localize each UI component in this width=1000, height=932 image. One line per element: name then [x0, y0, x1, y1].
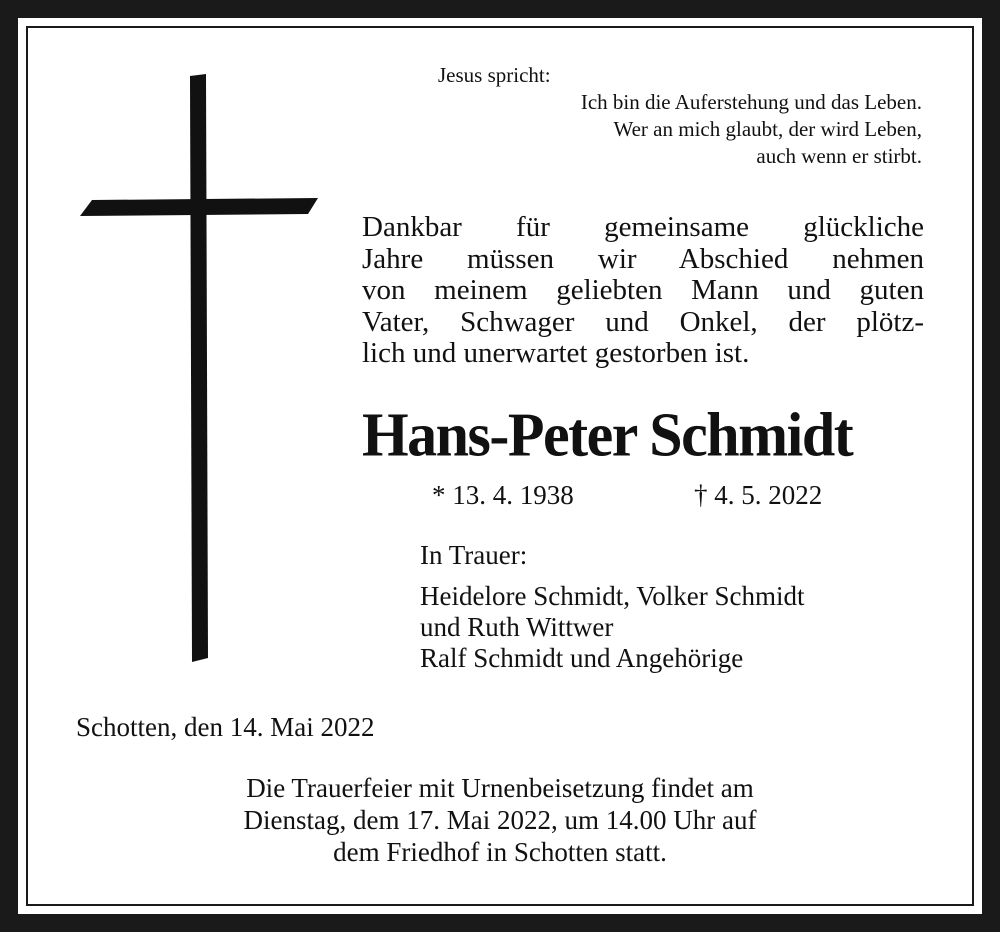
- cross-vertical-beam: [190, 74, 208, 662]
- funeral-line: dem Friedhof in Schotten statt.: [333, 837, 667, 867]
- funeral-line: Dienstag, dem 17. Mai 2022, um 14.00 Uhr auf: [243, 805, 757, 835]
- quote-line: Wer an mich glaubt, der wird Leben,: [613, 117, 922, 141]
- announcement-line: Vater, Schwager und Onkel, der plötz-: [362, 305, 924, 338]
- funeral-line: Die Trauerfeier mit Urnenbeisetzung findet am: [246, 773, 754, 803]
- place-and-date: Schotten, den 14. Mai 2022: [76, 712, 375, 742]
- mourner-line: Ralf Schmidt und Angehörige: [420, 643, 744, 673]
- mourner-line: Heidelore Schmidt, Volker Schmidt: [420, 581, 805, 611]
- cross-horizontal-beam: [80, 198, 318, 216]
- announcement-line: von meinem geliebten Mann und guten: [362, 274, 924, 306]
- announcement-text: [362, 212, 924, 370]
- death-date: † 4. 5. 2022: [694, 480, 823, 510]
- quote-line: Ich bin die Auferstehung und das Leben.: [580, 90, 922, 114]
- cross-icon: [80, 74, 320, 664]
- bible-quote: [362, 62, 922, 170]
- mourner-line: und Ruth Wittwer: [420, 612, 614, 642]
- mourners-label: In Trauer:: [420, 540, 528, 570]
- birth-date: * 13. 4. 1938: [432, 480, 574, 510]
- quote-line: Jesus spricht:: [438, 63, 551, 87]
- deceased-name: Hans-Peter Schmidt: [362, 400, 853, 470]
- announcement-line: lich und unerwartet gestorben ist.: [362, 337, 750, 369]
- funeral-notice: [26, 772, 974, 868]
- quote-line: auch wenn er stirbt.: [756, 144, 922, 168]
- announcement-line: Dankbar für gemeinsame glückliche: [362, 211, 924, 243]
- announcement-line: Jahre müssen wir Abschied nehmen: [362, 242, 924, 275]
- mourners-block: [420, 540, 930, 674]
